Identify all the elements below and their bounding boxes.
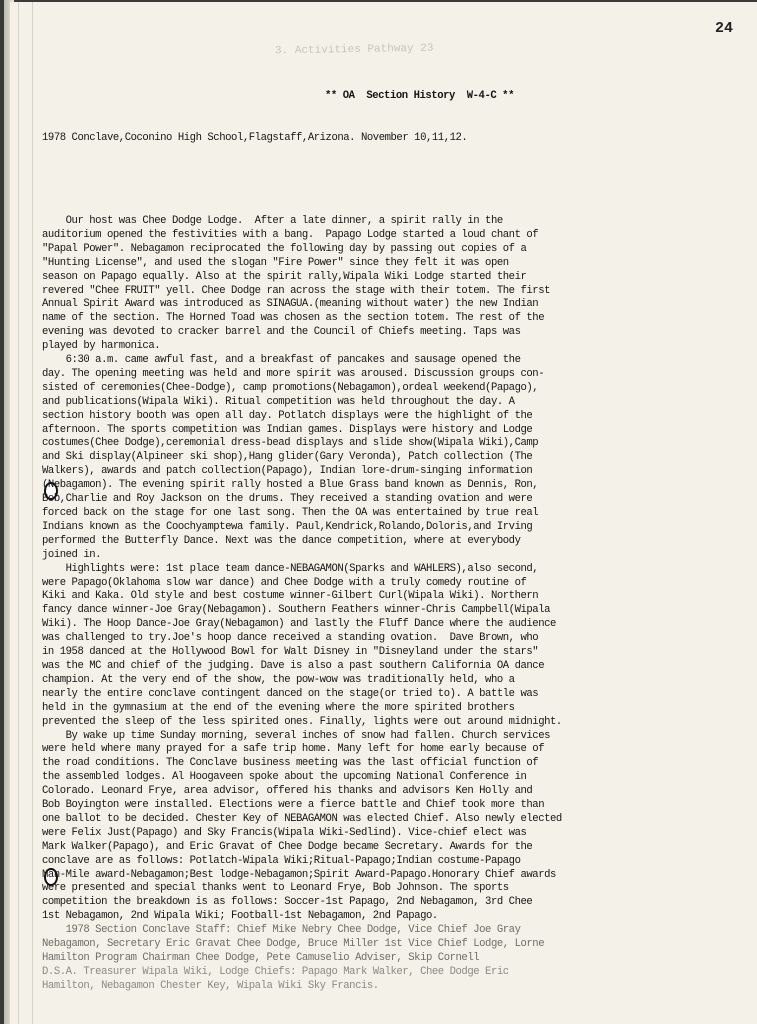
bleed-through-text: 3. Activities Pathway 23 (274, 42, 434, 58)
text-line: was the MC and chief of the judging. Dave is also a past southern California OA dance (42, 659, 545, 672)
text-line: champion. At the very end of the show, the pow-wow was traditionally held, who a (42, 673, 515, 686)
text-line: By wake up time Sunday morning, several inches of snow had fallen. Church services (42, 729, 551, 742)
text-line: afternoon. The sports competition was Indian games. Displays were history and Lodge (42, 423, 533, 436)
blank-line (42, 173, 757, 187)
text-line: "Papal Power". Nebagamon reciprocated the following day by passing out copies of a (42, 242, 527, 255)
text-line: "Hunting License", and used the slogan "Fire Power" since they felt it was open (42, 256, 509, 269)
text-line: Bob Boyington were installed. Elections were a fierce battle and Chief took more than (42, 799, 545, 812)
text-line: Walkers), awards and patch collection(Papago), Indian lore-drum-singing information (42, 465, 533, 478)
text-line: 6:30 a.m. came awful fast, and a breakfast of pancakes and sausage opened the (42, 354, 521, 367)
text-line: D.S.A. Treasurer Wipala Wiki, Lodge Chiefs: Papago Mark Walker, Chee Dodge Eric (42, 965, 509, 978)
text-line: performed the Butterfly Dance. Next was the dance competition, where at everybody (42, 534, 521, 547)
text-line: Nebagamon, Secretary Eric Gravat Chee Dodge, Bruce Miller 1st Vice Chief Lodge, Lorne (42, 938, 545, 951)
text-line: 1978 Section Conclave Staff: Chief Mike Nebry Chee Dodge, Vice Chief Joe Gray (42, 924, 521, 937)
text-line: Colorado. Leonard Frye, area advisor, offered his thanks and advisors Ken Holly and (42, 785, 533, 798)
text-line: season on Papago equally. Also at the spirit rally,Wipala Wiki Lodge started their (42, 270, 527, 283)
text-line: Kiki and Kaka. Old style and best costume winner-Gilbert Curl(Wipala Wiki). Northern (42, 590, 539, 603)
text-line: Highlights were: 1st place team dance-NEBAGAMON(Sparks and WAHLERS),also second, (42, 562, 539, 575)
body-lines (42, 215, 757, 994)
text-line: Hamilton Program Chairman Chee Dodge, Pete Camuselio Adviser, Skip Cornell (42, 952, 480, 964)
text-line: revered "Chee FRUIT" yell. Chee Dodge ran across the stage with their totem. The first (42, 284, 551, 297)
text-line: were presented and special thanks went to Leonard Frye, Bob Johnson. The sports (42, 882, 509, 895)
typed-text-block (42, 62, 757, 1022)
margin-line (18, 2, 19, 1024)
text-line: nearly the entire conclave contingent danced on the stage(or tried to). A battle was (42, 687, 539, 700)
text-line: one ballot to be decided. Chester Key of NEBAGAMON was elected Chief. Also newly elected (42, 812, 562, 825)
document-page (10, 2, 757, 1024)
text-line: evening was devoted to cracker barrel and the Council of Chiefs meeting. Taps was (42, 326, 521, 339)
text-line: joined in. (42, 548, 102, 561)
text-line: costumes(Chee Dodge),ceremonial dress-bead displays and slide show(Wipala Wiki),Camp (42, 437, 539, 450)
text-line: and Ski display(Alpineer ski shop),Hang glider(Gary Veronda), Patch collection (The (42, 451, 533, 464)
text-line: Indians known as the Coochyamptewa family. Paul,Kendrick,Rolando,Doloris,and Irving (42, 520, 533, 533)
text-line: played by harmonica. (42, 340, 161, 353)
text-line: and publications(Wipala Wiki). Ritual competition was held throughout the day. A (42, 395, 515, 408)
text-line: section history booth was open all day. Potlatch displays were the highlight of the (42, 409, 533, 422)
text-line: Bob,Charlie and Roy Jackson on the drums. They received a standing ovation and were (42, 493, 533, 506)
text-line: competition the breakdown is as follows: Soccer-1st Papago, 2nd Nebagamon, 3rd Chee (42, 896, 533, 909)
text-line: were held where many prayed for a safe trip home. Many left for home early because of (42, 743, 545, 756)
text-line: Hamilton, Nebagamon Chester Key, Wipala Wiki Sky Francis. (42, 979, 379, 992)
text-line: Annual Spirit Award was introduced as SINAGUA.(meaning without water) the new Indian (42, 298, 539, 311)
text-line: (Nebagamon). The evening spirit rally hosted a Blue Grass band known as Dennis, Ron, (42, 479, 539, 492)
text-line: the assembled lodges. Al Hoogaveen spoke about the upcoming National Conference in (42, 771, 527, 784)
document-subtitle: 1978 Conclave,Coconino High School,Flagstaff,Arizona. November 10,11,12. (42, 131, 468, 144)
document-title: ** OA Section History W-4-C ** (324, 89, 515, 102)
text-line: day. The opening meeting was held and more spirit was aroused. Discussion groups con- (42, 367, 545, 380)
text-line: the road conditions. The Conclave business meeting was the last official function of (42, 757, 539, 770)
margin-line (32, 2, 33, 1024)
text-line: conclave are as follows: Potlatch-Wipala Wiki;Ritual-Papago;Indian costume-Papago (42, 854, 521, 867)
page-number: 24 (715, 20, 734, 37)
text-line: Wiki). The Hoop Dance-Joe Gray(Nebagamon) and lastly the Fluff Dance where the audience (42, 618, 556, 631)
text-line: name of the section. The Horned Toad was chosen as the section totem. The rest of the (42, 312, 545, 325)
text-line: auditorium opened the festivities with a bang. Papago Lodge started a loud chant of (42, 228, 539, 241)
text-line: held in the gymnasium at the end of the evening where the more spirited brothers (42, 701, 515, 714)
text-line: sisted of ceremonies(Chee-Dodge), camp promotions(Nebagamon),ordeal weekend(Papago), (42, 381, 539, 394)
text-line: was challenged to try.Joe's hoop dance received a standing ovation. Dave Brown, who (42, 632, 539, 645)
text-line: were Papago(Oklahoma slow war dance) and Chee Dodge with a truly comedy routine of (42, 576, 527, 589)
text-line: prevented the sleep of the less spirited ones. Finally, lights were out around midnight. (42, 715, 562, 728)
text-line: Our host was Chee Dodge Lodge. After a late dinner, a spirit rally in the (42, 214, 503, 227)
text-line: in 1958 danced at the Hollywood Bowl for Walt Disney in "Disneyland under the stars" (42, 646, 539, 659)
text-line: fancy dance winner-Joe Gray(Nebagamon). Southern Feathers winner-Chris Campbell(Wipala (42, 604, 551, 617)
text-line: forced back on the stage for one last song. Then the OA was entertained by true real (42, 507, 539, 519)
text-line: Man-Mile award-Nebagamon;Best lodge-Nebagamon;Spirit Award-Papago.Honorary Chief awards (42, 868, 556, 881)
text-line: were Felix Just(Papago) and Sky Francis(Wipala Wiki-Sedlind). Vice-chief elect was (42, 826, 527, 839)
text-line: 1st Nebagamon, 2nd Wipala Wiki; Football-1st Nebagamon, 2nd Papago. (42, 910, 438, 923)
text-line: Mark Walker(Papago), and Eric Gravat of Chee Dodge became Secretary. Awards for the (42, 840, 533, 853)
